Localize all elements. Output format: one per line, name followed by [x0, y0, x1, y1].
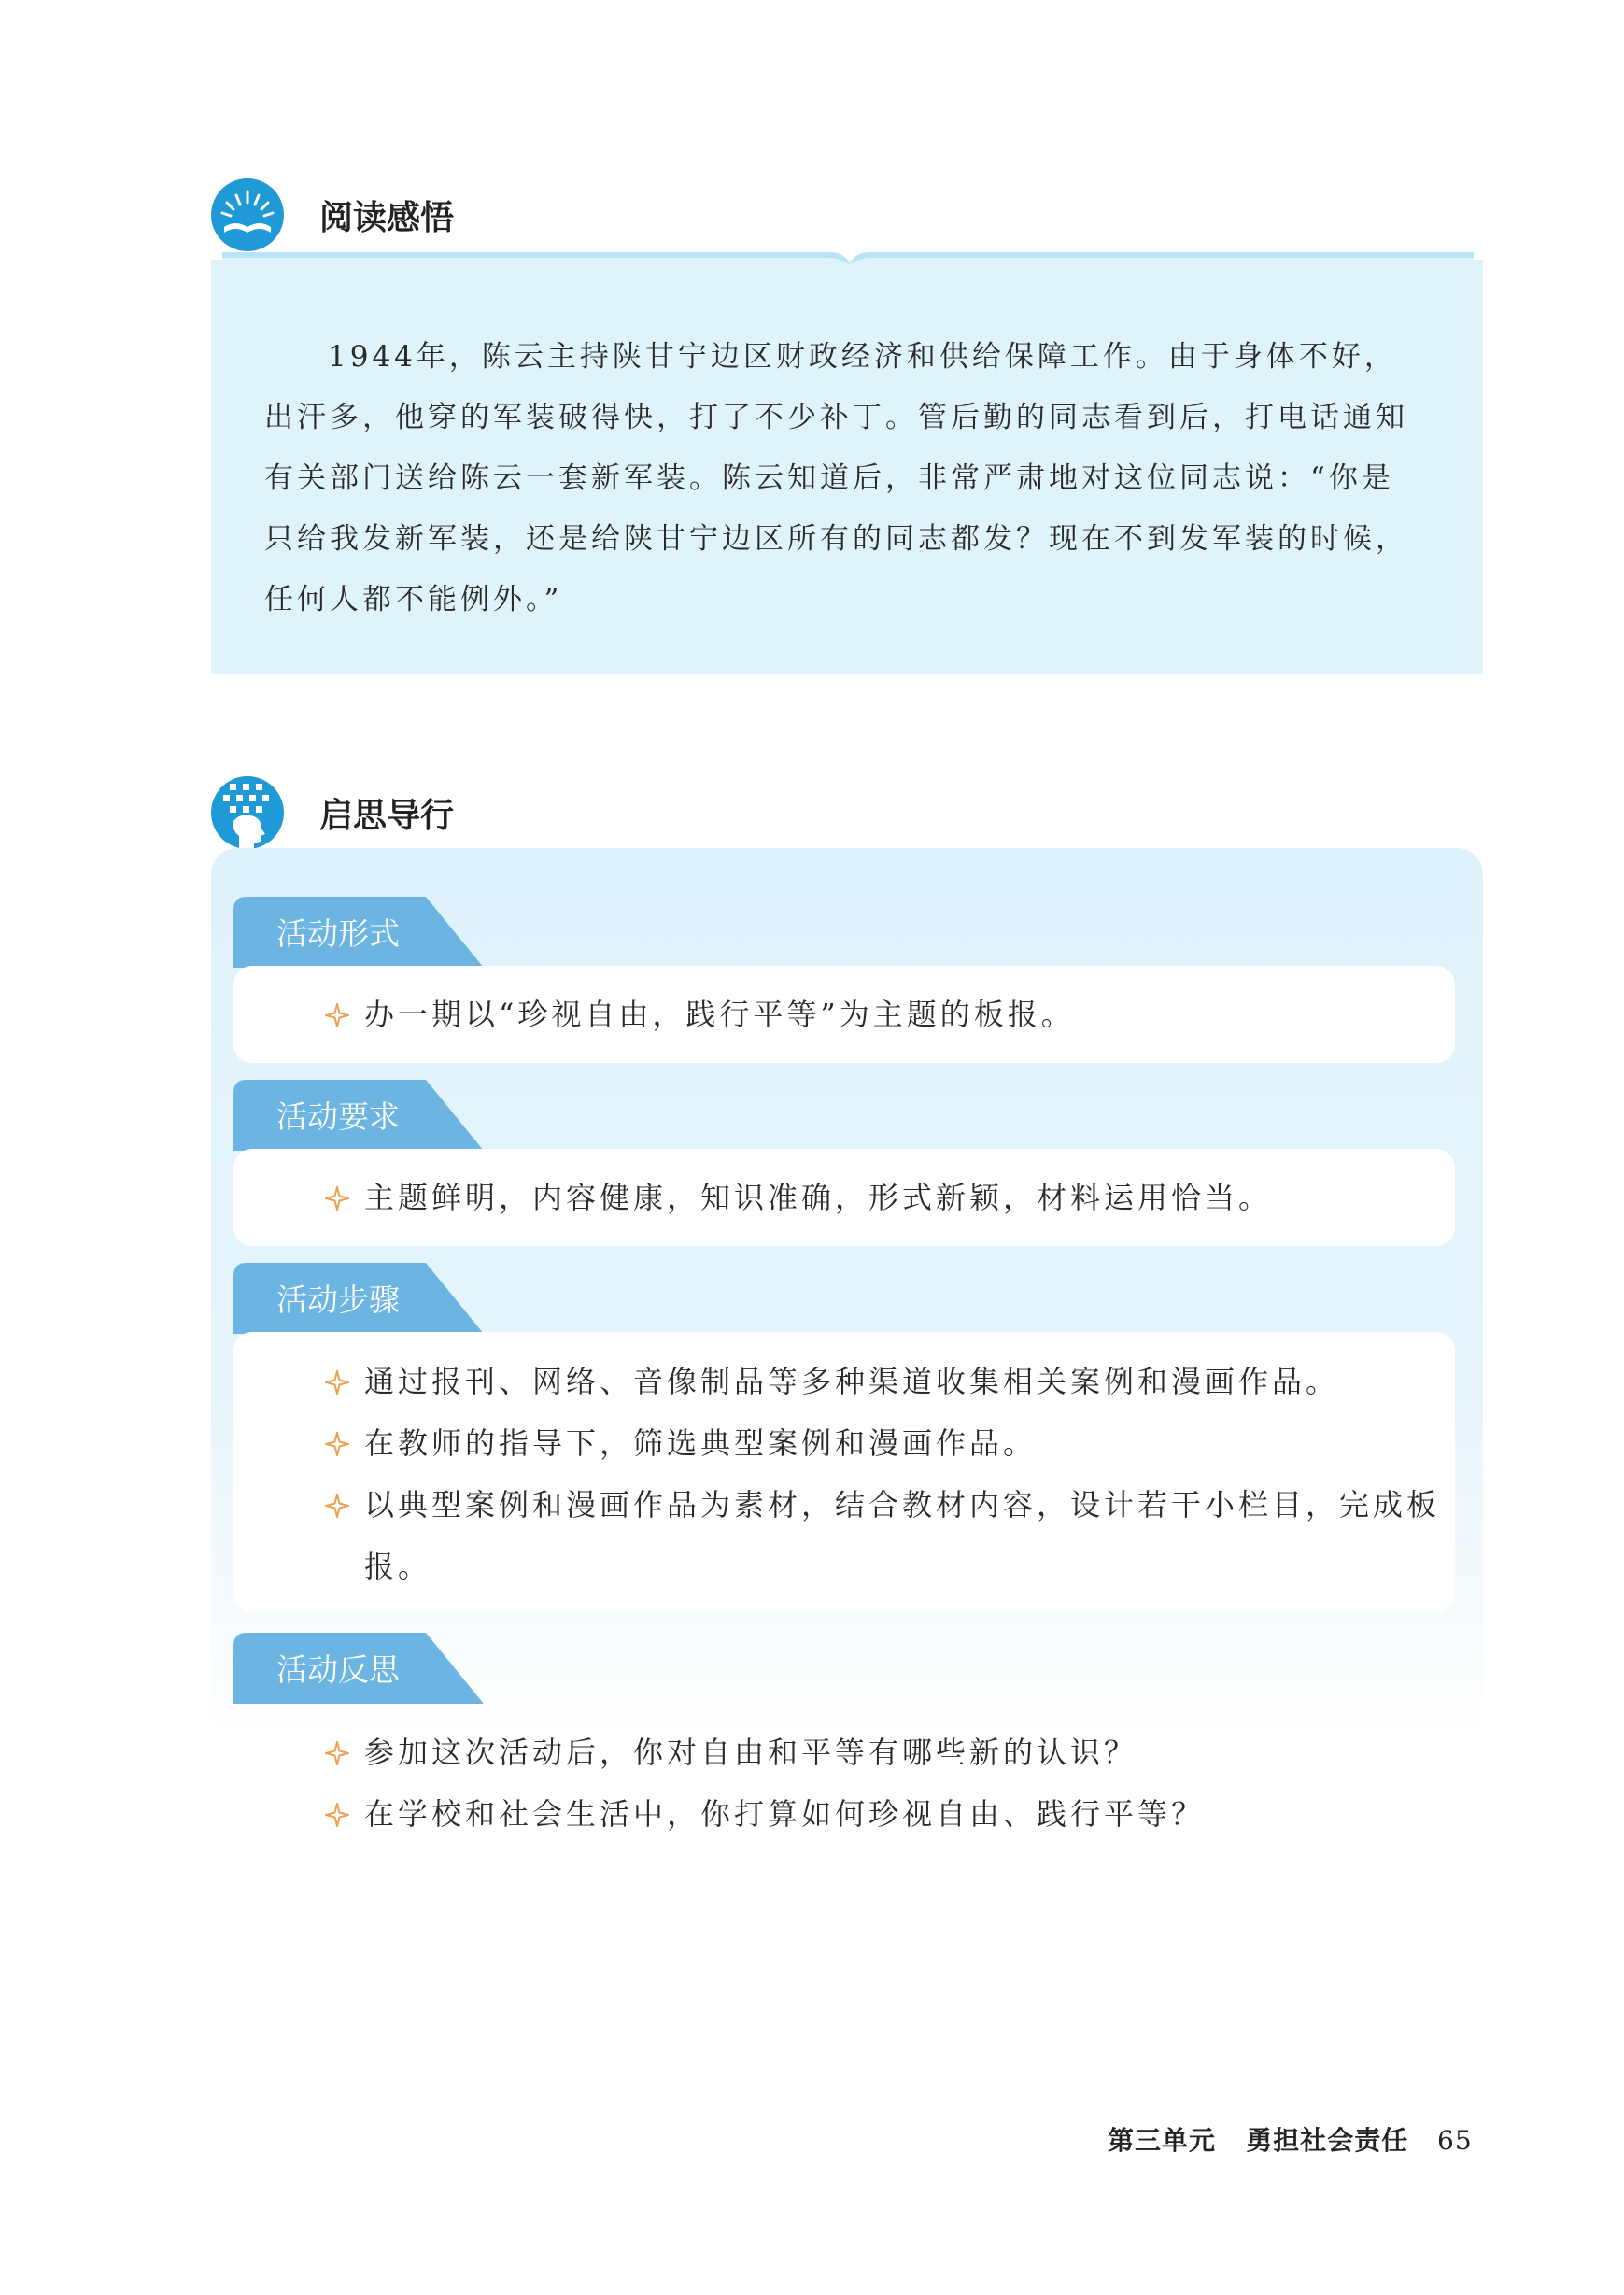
- guide-section-header: [211, 775, 454, 850]
- list-item: 参加这次活动后，你对自由和平等有哪些新的认识？: [325, 1721, 1446, 1783]
- reading-text: [264, 327, 1422, 630]
- activity-reflection-label: 活动反思: [276, 1651, 400, 1688]
- list-item: 在教师的指导下，筛选典型案例和漫画作品。: [325, 1412, 1446, 1474]
- head-thought-icon: [211, 776, 284, 849]
- four-point-star-icon: [325, 1803, 349, 1827]
- list-item: 主题鲜明，内容健康，知识准确，形式新颖，材料运用恰当。: [325, 1167, 1446, 1228]
- activity-requirement-label: 活动要求: [276, 1098, 400, 1135]
- guide-section-title: 启思导行: [319, 796, 455, 835]
- four-point-star-icon: [325, 1003, 349, 1027]
- reading-paragraph: 1944年，陈云主持陕甘宁边区财政经济和供给保障工作。由于身体不好，出汗多，他穿的军装破得快，打了不少补丁。管后勤的同志看到后，打电话通知有关部门送给陈云一套新军装。陈云知道后，非常严肃地对这位同志说：“你是只给我发新军装，还是给陕甘宁边区所有的同志都发？现在不到发军装的时候，任何人都不能例外。”: [264, 340, 1408, 616]
- four-point-star-icon: [325, 1186, 349, 1211]
- list-item: 通过报刊、网络、音像制品等多种渠道收集相关案例和漫画作品。: [325, 1351, 1446, 1412]
- activity-steps-label: 活动步骤: [276, 1282, 400, 1318]
- activity-form-label: 活动形式: [276, 915, 400, 952]
- four-point-star-icon: [325, 1741, 349, 1765]
- reading-box-top-band: [222, 245, 1474, 265]
- list-item: 以典型案例和漫画作品为素材，结合教材内容，设计若干小栏目，完成板报。: [325, 1474, 1446, 1597]
- reading-section-header: [211, 177, 454, 252]
- four-point-star-icon: [325, 1494, 349, 1518]
- four-point-star-icon: [325, 1432, 349, 1456]
- footer-title: 勇担社会责任: [1246, 2125, 1409, 2156]
- activity-steps-tag: [233, 1263, 484, 1334]
- page-number: 65: [1437, 2125, 1473, 2156]
- activity-requirement-tag: [233, 1080, 484, 1151]
- list-item: 在学校和社会生活中，你打算如何珍视自由、践行平等？: [325, 1783, 1446, 1845]
- book-sunrise-icon: [211, 178, 284, 251]
- four-point-star-icon: [325, 1370, 349, 1395]
- page-footer: [1108, 2120, 1473, 2158]
- reading-section-title: 阅读感悟: [319, 198, 455, 237]
- list-item: 办一期以“珍视自由，践行平等”为主题的板报。: [325, 984, 1446, 1045]
- activity-reflection-tag: [233, 1633, 484, 1704]
- activity-form-tag: [233, 897, 484, 968]
- footer-unit: 第三单元: [1108, 2125, 1217, 2156]
